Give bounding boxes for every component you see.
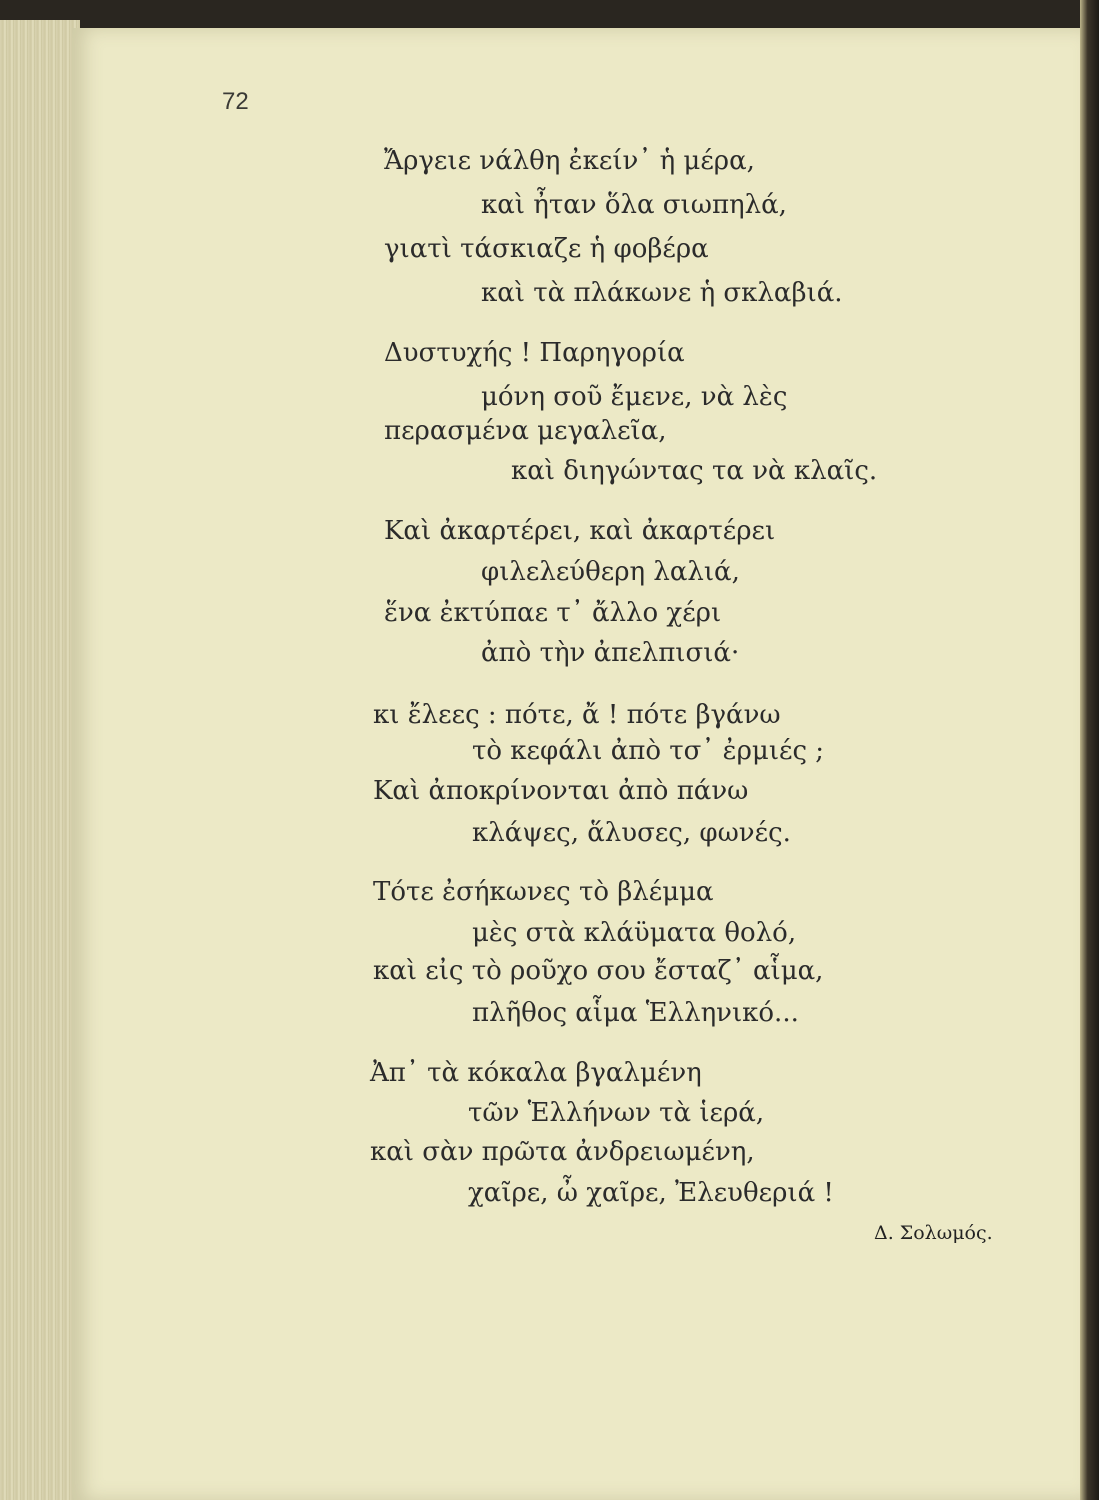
- poem-line: μὲς στὰ κλάϋματα θολό,: [472, 918, 797, 948]
- poem-line: κι ἔλεες : πότε, ἄ ! πότε βγάνω: [373, 700, 781, 730]
- poem-line: τὸ κεφάλι ἀπὸ τσ᾽ ἐρμιές ;: [472, 736, 825, 766]
- page-edges-stack: [0, 20, 80, 1500]
- book-binding-edge: [1080, 0, 1099, 1500]
- poem-line: τῶν Ἑλλήνων τὰ ἱερά,: [468, 1098, 765, 1128]
- poem-line: καὶ σὰν πρῶτα ἀνδρειωμένη,: [370, 1137, 755, 1167]
- poem-line: ἕνα ἐκτύπαε τ᾽ ἄλλο χέρι: [384, 598, 722, 628]
- poem-line: περασμένα μεγαλεῖα,: [384, 416, 667, 446]
- poem-line: πλῆθος αἷμα Ἑλληνικό...: [472, 998, 799, 1028]
- poem-line: Καὶ ἀκαρτέρει, καὶ ἀκαρτέρει: [384, 516, 776, 546]
- poem-line: χαῖρε, ὦ χαῖρε, Ἐλευθεριά !: [468, 1178, 834, 1208]
- page-number: 72: [222, 88, 249, 115]
- poem-line: Ἀπ᾽ τὰ κόκαλα βγαλμένη: [370, 1058, 702, 1088]
- poem-line: γιατὶ τάσκιαζε ἡ φοβέρα: [384, 234, 709, 264]
- poem-line: καὶ τὰ πλάκωνε ἡ σκλαβιά.: [481, 278, 843, 308]
- poem-line: Τότε ἐσήκωνες τὸ βλέμμα: [373, 877, 714, 907]
- poem-line: μόνη σοῦ ἔμενε, νὰ λὲς: [481, 382, 788, 412]
- author-signature: Δ. Σολωμός.: [874, 1222, 993, 1244]
- poem-line: καὶ ἦταν ὅλα σιωπηλά,: [481, 190, 787, 220]
- poem-line: καὶ διηγώντας τα νὰ κλαῖς.: [511, 456, 878, 486]
- poem-line: ἀπὸ τὴν ἀπελπισιά·: [481, 638, 740, 668]
- poem-line: Δυστυχής ! Παρηγορία: [384, 338, 685, 368]
- poem-line: καὶ εἰς τὸ ροῦχο σου ἔσταζ᾽ αἷμα,: [373, 956, 824, 986]
- poem-line: Καὶ ἀποκρίνονται ἀπὸ πάνω: [373, 776, 749, 806]
- poem-line: φιλελεύθερη λαλιά,: [481, 557, 740, 587]
- poem-line: κλάψες, ἅλυσες, φωνές.: [472, 818, 791, 848]
- poem-line: Ἄργειε νάλθη ἐκείν᾽ ἡ μέρα,: [384, 146, 755, 176]
